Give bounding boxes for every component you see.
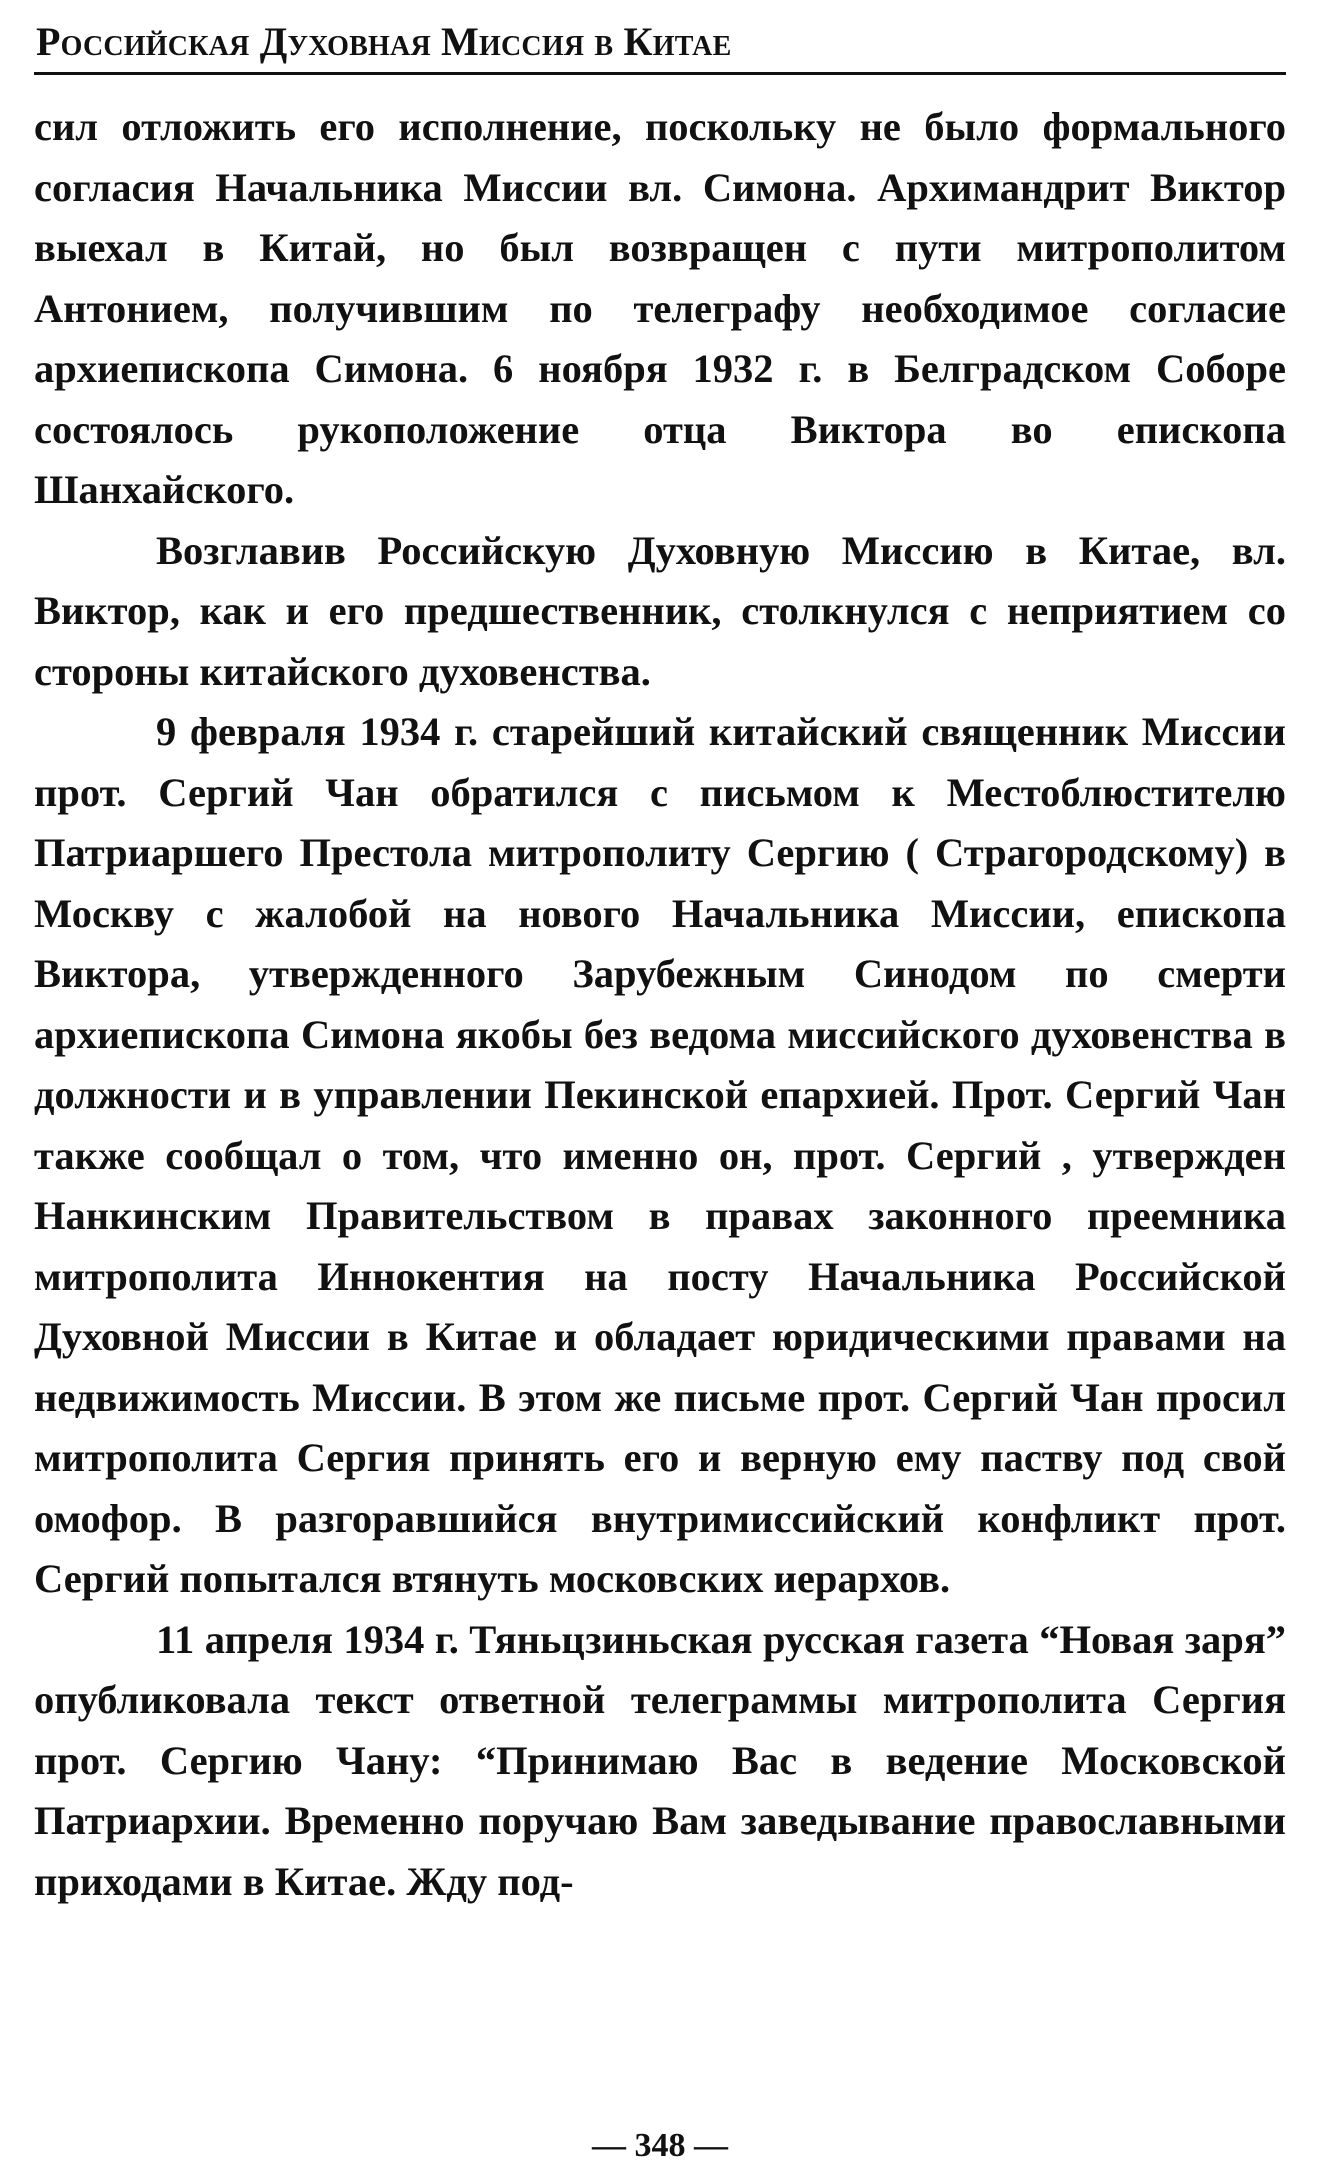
running-head-title: Российская Духовная Миссия в Китае xyxy=(36,19,732,64)
paragraph-2: Возглавив Российскую Духовную Миссию в Китае, вл. Виктор, как и его предшественник, столкнулся с неприятием со стороны китайского духовенства. xyxy=(34,527,1286,694)
paragraph-1: сил отложить его исполнение, поскольку не было формального согласия Начальника Миссии вл. Симона. Архимандрит Виктор выехал в Китай, но был возвращен с пути митрополитом Антонием, получившим по телеграфу необходимое согласие архиепископа Симона. 6 ноября 1932 г. в Белградском Соборе состоялось рукоположение отца Виктора во епископа Шанхайского. xyxy=(34,104,1286,512)
body-text xyxy=(34,97,1286,1912)
paragraph-3: 9 февраля 1934 г. старейший китайский священник Миссии прот. Сергий Чан обратился с письмом к Местоблюстителю Патриаршего Престола митрополиту Сергию ( Страгородскому) в Москву с жалобой на нового Начальника Миссии, епископа Виктора, утвержденного Зарубежным Синодом по смерти архиепископа Симона якобы без ведома миссийского духовенства в должности и в управлении Пекинской епархией. Прот. Сергий Чан также сообщал о том, что именно он, прот. Сергий , утвержден Нанкинским Правительством в правах законного преемника митрополита Иннокентия на посту Начальника Российской Духовной Миссии в Китае и обладает юридическими правами на недвижимость Миссии. В этом же письме прот. Сергий Чан просил митрополита Сергия принять его и верную ему паству под свой омофор. В разгоравшийся внутримиссийский конфликт прот. Сергий попытался втянуть московских иерархов. xyxy=(34,709,1286,1601)
page-number: — 348 — xyxy=(592,2127,728,2164)
header-rule xyxy=(34,72,1286,75)
paragraph-4: 11 апреля 1934 г. Тяньцзиньская русская газета “Новая заря” опубликовала текст ответной телеграммы митрополита Сергия прот. Сергию Чану: “Принимаю Вас в ведение Московской Патриархии. Временно поручаю Вам заведывание православными приходами в Китае. Жду под- xyxy=(34,1616,1286,1904)
book-page xyxy=(34,18,1286,2168)
